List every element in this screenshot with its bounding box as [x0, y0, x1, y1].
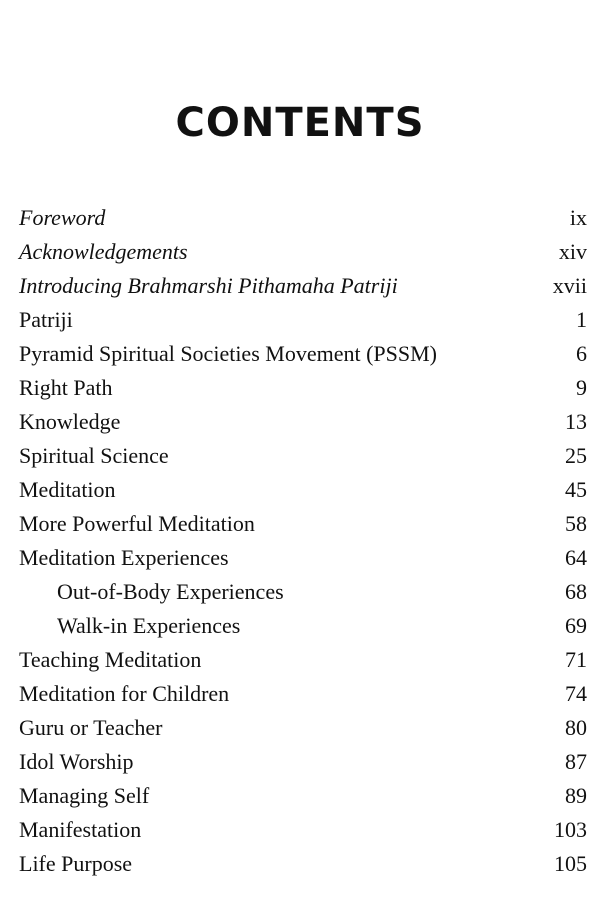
toc-entry — [19, 847, 587, 881]
toc-entry-title: Meditation for Children — [19, 681, 230, 706]
toc-entry-title: Managing Self — [19, 783, 150, 808]
toc-entry-page: ix — [569, 205, 587, 230]
toc-entry-page: 80 — [565, 715, 587, 740]
toc-entry-title: Patriji — [19, 307, 73, 332]
toc-entry — [19, 439, 587, 473]
toc-entry — [19, 371, 587, 405]
toc-entry-title: Pyramid Spiritual Societies Movement (PSSM) — [19, 341, 437, 366]
toc-entry-title: Spiritual Science — [19, 443, 169, 468]
table-of-contents — [19, 201, 587, 881]
toc-entry — [19, 541, 587, 575]
toc-entry — [19, 507, 587, 541]
toc-entry — [19, 745, 587, 779]
toc-entry — [19, 303, 587, 337]
toc-entry-title: Acknowledgements — [19, 239, 188, 264]
toc-entry-title: Guru or Teacher — [19, 715, 163, 740]
toc-entry-title: Knowledge — [19, 409, 121, 434]
page-title: CONTENTS — [175, 100, 425, 146]
toc-subentry — [19, 609, 587, 643]
toc-entry-title: Introducing Brahmarshi Pithamaha Patriji — [19, 273, 398, 298]
toc-entry-title: Out-of-Body Experiences — [57, 579, 284, 604]
toc-entry-title: Walk-in Experiences — [57, 613, 241, 638]
toc-entry-page: 105 — [554, 851, 587, 876]
toc-entry — [19, 643, 587, 677]
toc-entry-page: xvii — [552, 273, 587, 298]
toc-entry-title: Manifestation — [19, 817, 142, 842]
toc-entry-title: Right Path — [19, 375, 113, 400]
toc-entry-page: 58 — [565, 511, 587, 536]
toc-entry-title: Teaching Meditation — [19, 647, 202, 672]
toc-entry — [19, 405, 587, 439]
toc-entry-page: 71 — [565, 647, 587, 672]
toc-entry-page: 69 — [565, 613, 587, 638]
toc-entry-page: 87 — [565, 749, 587, 774]
toc-entry-page: 74 — [565, 681, 587, 706]
toc-entry-title: Idol Worship — [19, 749, 134, 774]
toc-entry-title: Foreword — [19, 205, 106, 230]
toc-entry-page: 89 — [565, 783, 587, 808]
toc-entry-page: 13 — [565, 409, 587, 434]
toc-subentry — [19, 575, 587, 609]
toc-entry — [19, 711, 587, 745]
toc-entry — [19, 813, 587, 847]
toc-entry — [19, 337, 587, 371]
toc-entry-page: 25 — [565, 443, 587, 468]
toc-entry-title: Life Purpose — [19, 851, 133, 876]
toc-entry-page: 9 — [576, 375, 587, 400]
toc-entry-title: Meditation — [19, 477, 116, 502]
toc-entry — [19, 201, 587, 235]
toc-entry-page: 103 — [554, 817, 587, 842]
toc-entry-page: 6 — [576, 341, 587, 366]
toc-entry-title: More Powerful Meditation — [19, 511, 255, 536]
toc-entry — [19, 269, 587, 303]
toc-entry-page: 68 — [565, 579, 587, 604]
toc-entry — [19, 779, 587, 813]
toc-entry-page: 45 — [565, 477, 587, 502]
toc-entry-title: Meditation Experiences — [19, 545, 229, 570]
toc-entry-page: 64 — [565, 545, 587, 570]
toc-entry — [19, 473, 587, 507]
toc-entry — [19, 677, 587, 711]
toc-entry — [19, 235, 587, 269]
toc-entry-page: xiv — [558, 239, 587, 264]
toc-entry-page: 1 — [576, 307, 587, 332]
